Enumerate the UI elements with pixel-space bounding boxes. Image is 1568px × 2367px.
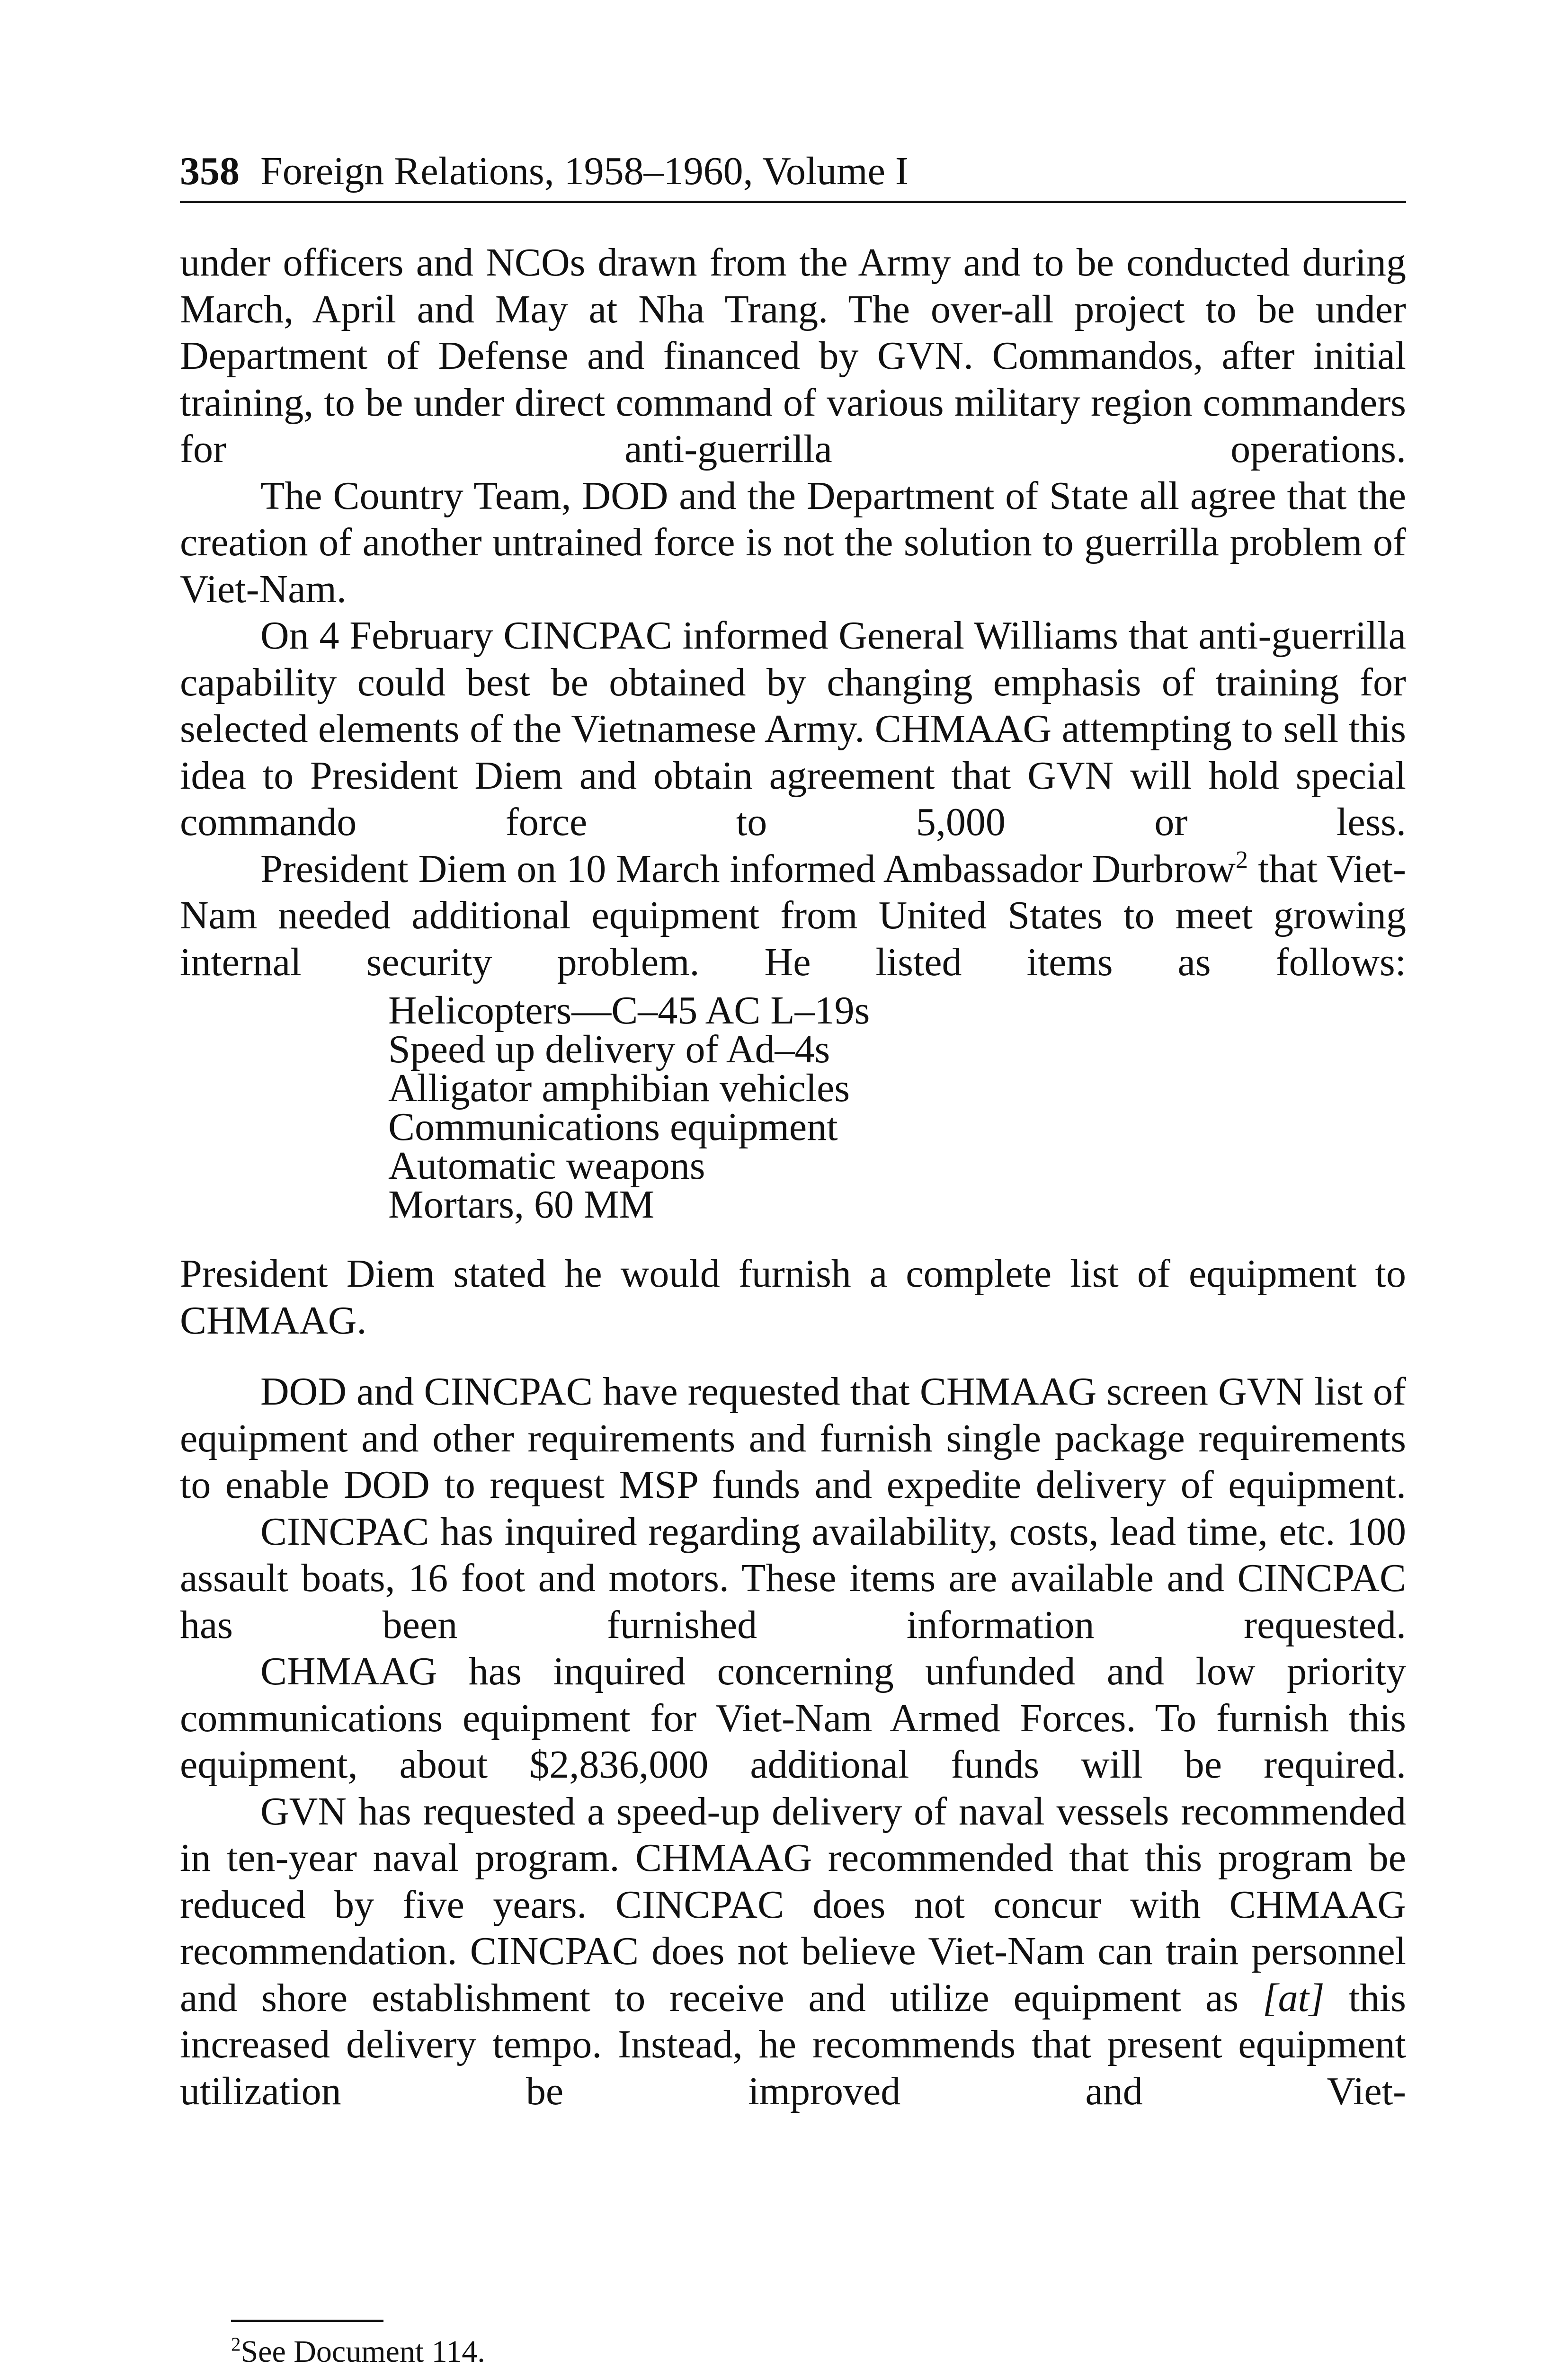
list-item: Automatic weapons xyxy=(388,1144,705,1188)
equipment-list-block xyxy=(180,988,1406,1227)
paragraph-4 xyxy=(180,846,1406,986)
list-item: Alligator amphibian vehicles xyxy=(388,1066,850,1110)
editorial-insertion: [at] xyxy=(1262,1975,1325,2020)
list-item: Speed up delivery of Ad–4s xyxy=(388,1027,830,1071)
paragraph-3: On 4 February CINCPAC informed General Williams that anti-guerrilla capability could best be obtained by changing emphasis of training for selected elements of the Vietnamese Army. CHMAAG attempting to sell this idea to President Diem and obtain agreement that GVN will hold special commando force to 5,000 or less. xyxy=(180,614,1406,844)
list-item: Communications equipment xyxy=(388,1105,838,1149)
footnote-text: See Document 114. xyxy=(241,2334,485,2367)
footnote xyxy=(231,2333,485,2367)
footnote-divider xyxy=(231,2320,383,2322)
page-number: 358 xyxy=(180,149,240,193)
body-text xyxy=(180,240,1406,2115)
paragraph-5: President Diem stated he would furnish a complete list of equipment to CHMAAG. xyxy=(180,1252,1406,1343)
paragraph-9 xyxy=(180,1789,1406,2115)
list-item: Mortars, 60 MM xyxy=(388,1183,655,1227)
footnote-marker: 2 xyxy=(231,2333,241,2355)
paragraph-9-rest: this increased delivery tempo. Instead, he recommends that present equipment utilization be improved and Viet- xyxy=(180,1975,1406,2113)
paragraph-4-rest: that Viet-Nam needed additional equipment from United States to meet growing internal security problem. He listed items as follows: xyxy=(180,846,1406,984)
running-title: Foreign Relations, 1958–1960, Volume I xyxy=(260,149,909,193)
paragraph-7: CINCPAC has inquired regarding availability, costs, lead time, etc. 100 assault boats, 16 foot and motors. These items are available and CINCPAC has been furnished information requested. xyxy=(180,1509,1406,1647)
running-header xyxy=(180,142,1406,203)
paragraph-8: CHMAAG has inquired concerning unfunded and low priority communications equipment for Viet-Nam Armed Forces. To furnish this equipment, about $2,836,000 additional funds will be required. xyxy=(180,1649,1406,1787)
equipment-list xyxy=(180,988,1406,1227)
paragraph-4-lead: President Diem on 10 March informed Ambassador Durbrow xyxy=(260,846,1236,891)
list-item: Helicopters—C–45 AC L–19s xyxy=(388,988,870,1032)
paragraph-9-lead: GVN has requested a speed-up delivery of naval vessels recommended in ten-year naval program. CHMAAG recommended that this program be reduced by five years. CINCPAC does not concur with CHMAAG recommendation. CINCPAC does not believe Viet-Nam can train personnel and shore establishment to receive and utilize equipment as xyxy=(180,1789,1406,2020)
footnote-reference: 2 xyxy=(1235,846,1248,873)
paragraph-6: DOD and CINCPAC have requested that CHMAAG screen GVN list of equipment and other requirements and furnish single package requirements to enable DOD to request MSP funds and expedite delivery of equipment. xyxy=(180,1370,1406,1507)
paragraph-2: The Country Team, DOD and the Department of State all agree that the creation of another untrained force is not the solution to guerrilla problem of Viet-Nam. xyxy=(180,473,1406,611)
paragraph-1: under officers and NCOs drawn from the Army and to be conducted during March, April and May at Nha Trang. The over-all project to be under Department of Defense and financed by GVN. Commandos, after initial training, to be under direct command of various military region commanders for anti-guerrilla operations. xyxy=(180,240,1406,471)
